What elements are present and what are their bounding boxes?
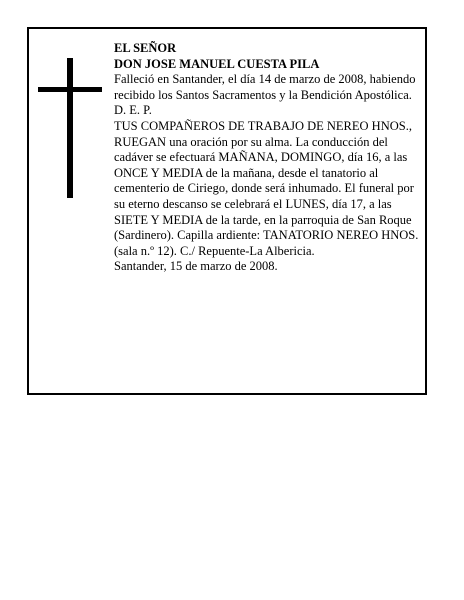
cross-horizontal-bar bbox=[38, 87, 102, 92]
passing-paragraph: Falleció en Santander, el día 14 de marzo de 2008, habiendo recibido los Santos Sacramentos y la Bendición Apostólica. bbox=[114, 72, 416, 102]
service-details-paragraph: RUEGAN una oración por su alma. La conducción del cadáver se efectuará MAÑANA, DOMINGO, día 16, a las ONCE Y MEDIA de la mañana, desde el tanatorio al cementerio de Ciriego, donde será inhumado. El funeral por su eterno descanso se celebrará el LUNES, día 17, a las SIETE Y MEDIA de la tarde, en la parroquia de San Roque (Sardinero). Capilla ardiente: TANATORIO NEREO HNOS. (sala n.º 12). C./ Repuente-La Albericia. bbox=[114, 134, 419, 258]
deceased-name: DON JOSE MANUEL CUESTA PILA bbox=[114, 56, 320, 71]
notice-text bbox=[114, 41, 419, 275]
rip-line: D. E. P. bbox=[114, 103, 152, 118]
dateline: Santander, 15 de marzo de 2008. bbox=[114, 259, 278, 274]
obituary-notice bbox=[27, 27, 427, 395]
cross-vertical-bar bbox=[67, 58, 73, 198]
notice-heading-title: EL SEÑOR bbox=[114, 41, 177, 55]
sender-line: TUS COMPAÑEROS DE TRABAJO DE NEREO HNOS., bbox=[114, 118, 412, 133]
